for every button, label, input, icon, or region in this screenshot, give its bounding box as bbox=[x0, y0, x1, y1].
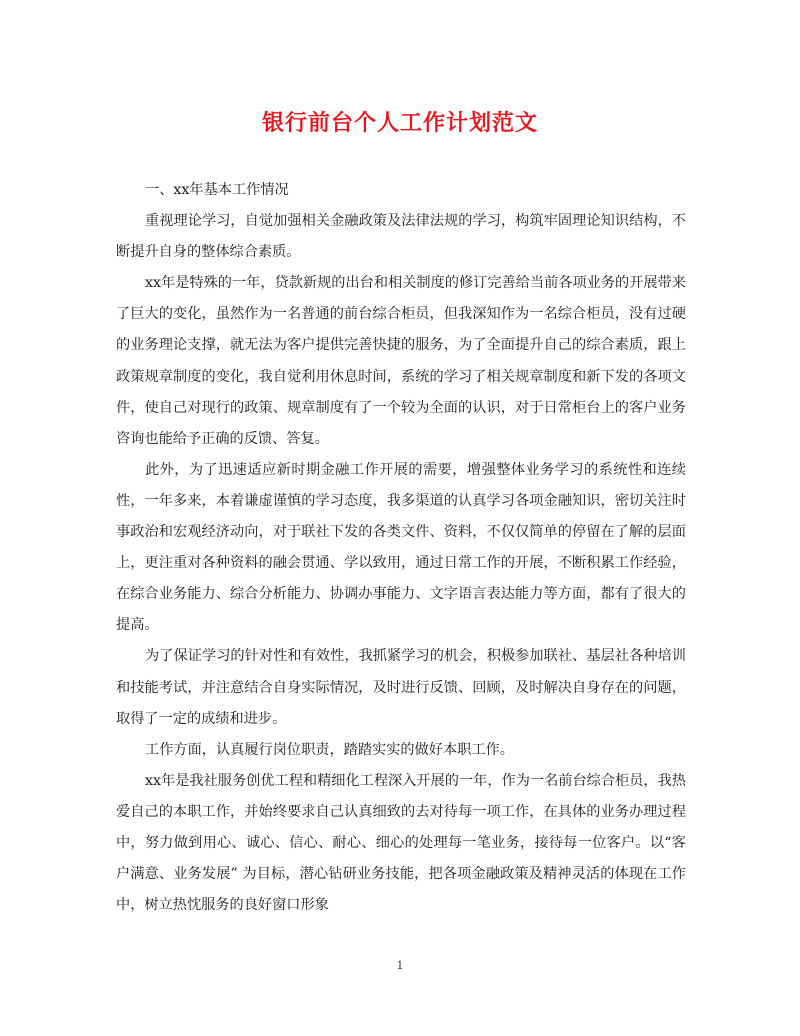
body-paragraph: 重视理论学习，自觉加强相关金融政策及法律法规的学习，构筑牢固理论知识结构，不断提升自身的整体综合素质。 bbox=[116, 213, 686, 261]
page-number: 1 bbox=[396, 959, 404, 972]
body-paragraph: 为了保证学习的针对性和有效性，我抓紧学习的机会，积极参加联社、基层社各种培训和技能考试，并注意结合自身实际情况，及时进行反馈、回顾，及时解决自身存在的问题，取得了一定的成绩和进步。 bbox=[116, 648, 686, 727]
body-paragraph: 此外，为了迅速适应新时期金融工作开展的需要，增强整体业务学习的系统性和连续性，一年多来，本着谦虚谨慎的学习态度，我多渠道的认真学习各项金融知识，密切关注时事政治和宏观经济动向，对于联社下发的各类文件、资料，不仅仅简单的停留在了解的层面上，更注重对各种资料的融会贯通、学以致用，通过日常工作的开展，不断积累工作经验，在综合业务能力、综合分析能力、协调办事能力、文字语言表达能力等方面，都有了很大的提高。 bbox=[116, 461, 686, 634]
body-paragraph: xx年是特殊的一年，贷款新规的出台和相关制度的修订完善给当前各项业务的开展带来了巨大的变化，虽然作为一名普通的前台综合柜员，但我深知作为一名综合柜员，没有过硬的业务理论支撑，就无法为客户提供完善快捷的服务，为了全面提升自己的综合素质，跟上政策规章制度的变化，我自觉利用休息时间，系统的学习了相关规章制度和新下发的各项文件，使自己对现行的政策、规章制度有了一个较为全面的认识，对于日常柜台上的客户业务咨询也能给予正确的反馈、答复。 bbox=[116, 275, 686, 447]
document-title: 银行前台个人工作计划范文 bbox=[261, 111, 538, 136]
document-body bbox=[116, 175, 686, 921]
body-paragraph: xx年是我社服务创优工程和精细化工程深入开展的一年，作为一名前台综合柜员，我热爱自己的本职工作，并始终要求自己认真细致的去对待每一项工作，在具体的业务办理过程中，努力做到用心、诚心、信心、耐心、细心的处理每一笔业务，接待每一位客户。以“客户满意、业务发展” 为目标，潜心钻研业务技能，把各项金融政策及精神灵活的体现在工作中，树立热忱服务的良好窗口形象 bbox=[116, 772, 686, 914]
body-paragraph: 工作方面，认真履行岗位职责，踏踏实实的做好本职工作。 bbox=[145, 741, 514, 758]
section-heading: 一、xx年基本工作情况 bbox=[145, 182, 289, 198]
